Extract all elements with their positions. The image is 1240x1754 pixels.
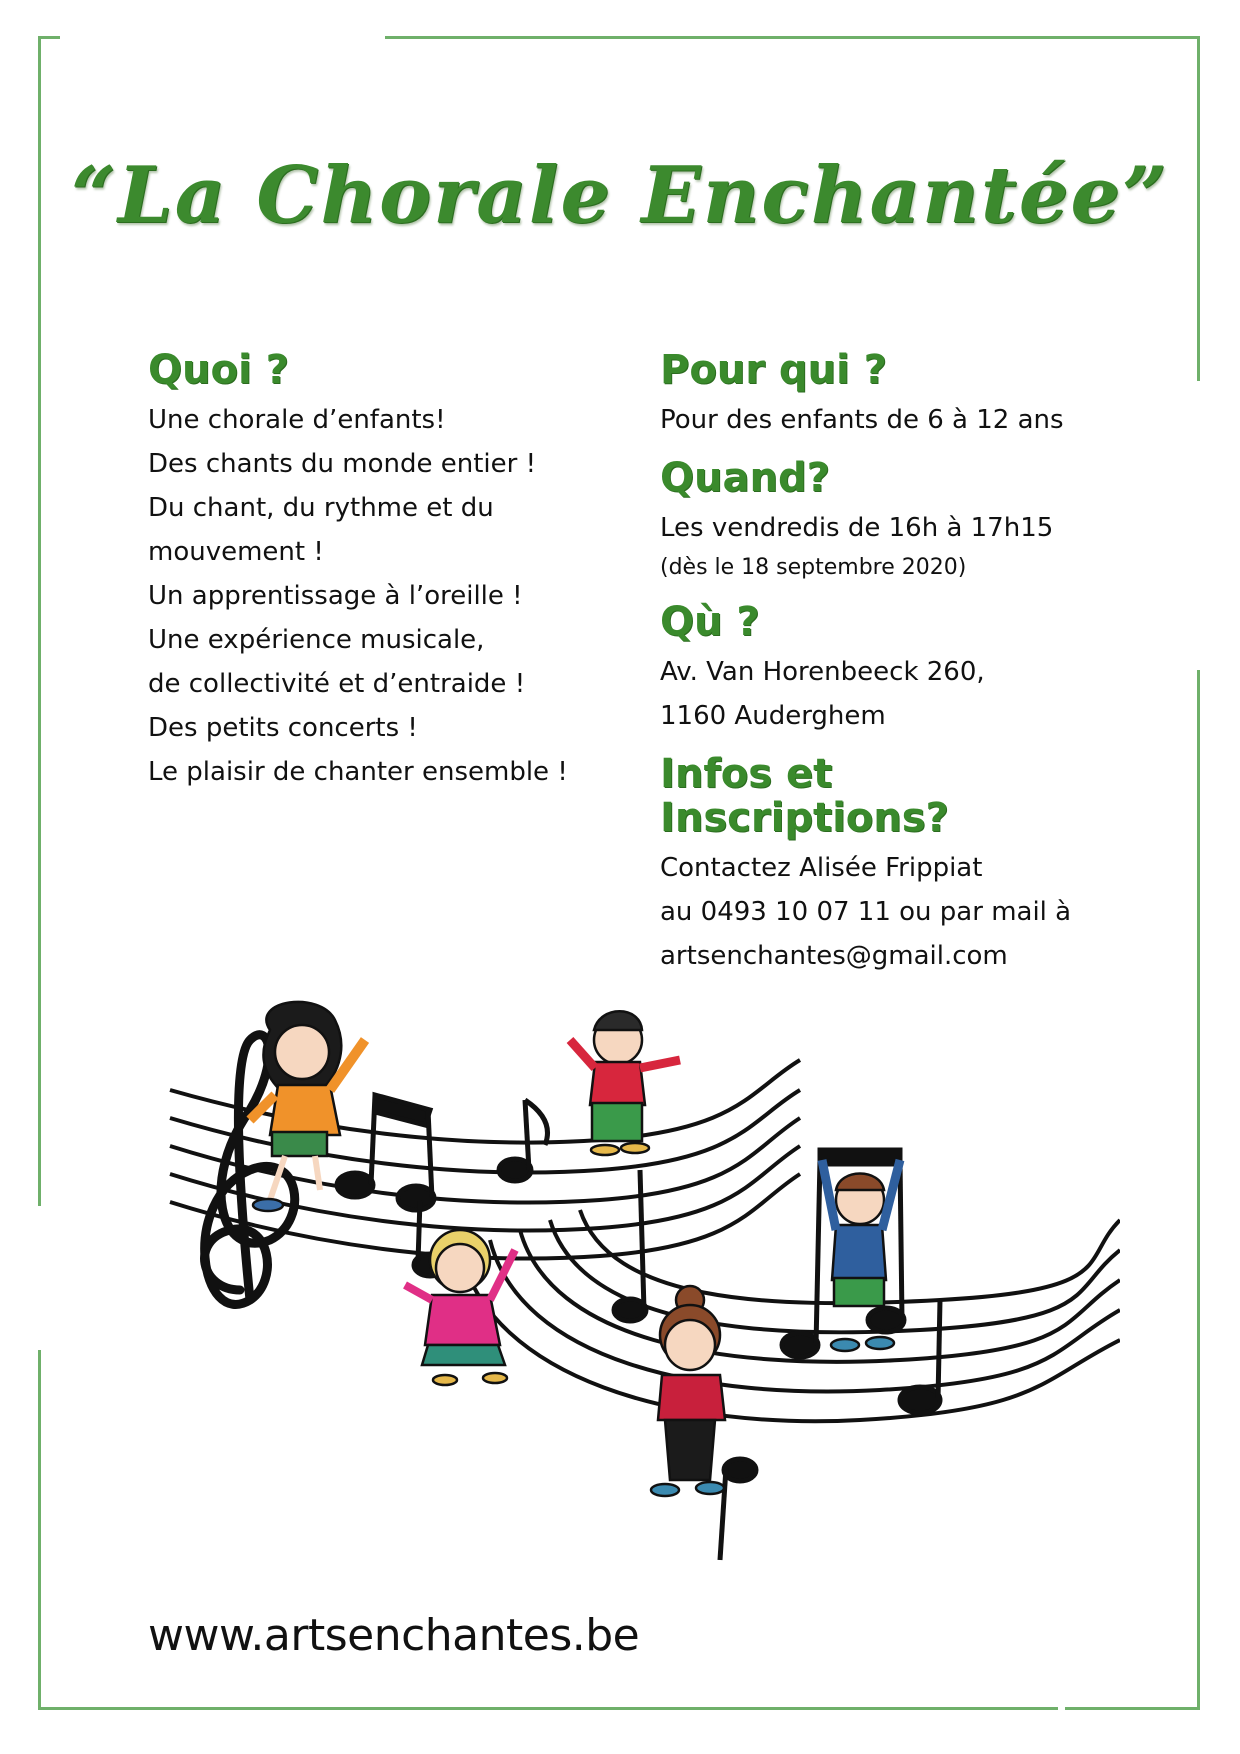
contact-email[interactable]: artsenchantes@gmail.com: [660, 941, 1008, 971]
lower-staff-lines: [460, 1210, 1120, 1421]
what-heading: Quoi ?: [148, 347, 289, 393]
what-line: Du chant, du rythme et du: [148, 493, 494, 523]
what-section: [148, 348, 628, 794]
for-whom-heading: Pour qui ?: [660, 347, 887, 393]
frame-top-right: [385, 36, 1200, 39]
website-url[interactable]: www.artsenchantes.be: [148, 1610, 640, 1661]
address-line: Av. Van Horenbeeck 260,: [660, 657, 985, 687]
where-section: [660, 600, 1120, 738]
for-whom-section: [660, 348, 1120, 442]
when-section: [660, 456, 1120, 586]
what-line: Des petits concerts !: [148, 713, 418, 743]
what-line: mouvement !: [148, 537, 324, 567]
info-column: [660, 348, 1120, 992]
when-text: Les vendredis de 16h à 17h15: [660, 513, 1054, 543]
what-line: Le plaisir de chanter ensemble !: [148, 757, 568, 787]
where-heading: Qù ?: [660, 599, 760, 645]
what-line: Une expérience musicale,: [148, 625, 485, 655]
child-girl-bun: [651, 1286, 725, 1496]
children-music-illustration: [160, 1000, 1120, 1600]
when-heading: Quand?: [660, 455, 830, 501]
contact-section: [660, 752, 1120, 978]
frame-bottom-right: [1065, 1707, 1200, 1710]
what-line: de collectivité et d’entraide !: [148, 669, 526, 699]
frame-left-bottom: [38, 1350, 41, 1710]
what-line: Un apprentissage à l’oreille !: [148, 581, 523, 611]
poster-title: “La Chorale Enchantée”: [70, 150, 1170, 241]
what-line: Une chorale d’enfants!: [148, 405, 446, 435]
contact-line: au 0493 10 07 11 ou par mail à: [660, 897, 1072, 927]
address-line: 1160 Auderghem: [660, 701, 886, 731]
contact-heading: Infos et Inscriptions?: [660, 751, 949, 841]
frame-top-left: [38, 36, 60, 39]
frame-right-bottom: [1197, 670, 1200, 1710]
frame-bottom-left: [38, 1707, 1058, 1710]
for-whom-text: Pour des enfants de 6 à 12 ans: [660, 405, 1064, 435]
when-note: (dès le 18 septembre 2020): [660, 555, 967, 580]
contact-line: Contactez Alisée Frippiat: [660, 853, 983, 883]
what-line: Des chants du monde entier !: [148, 449, 537, 479]
